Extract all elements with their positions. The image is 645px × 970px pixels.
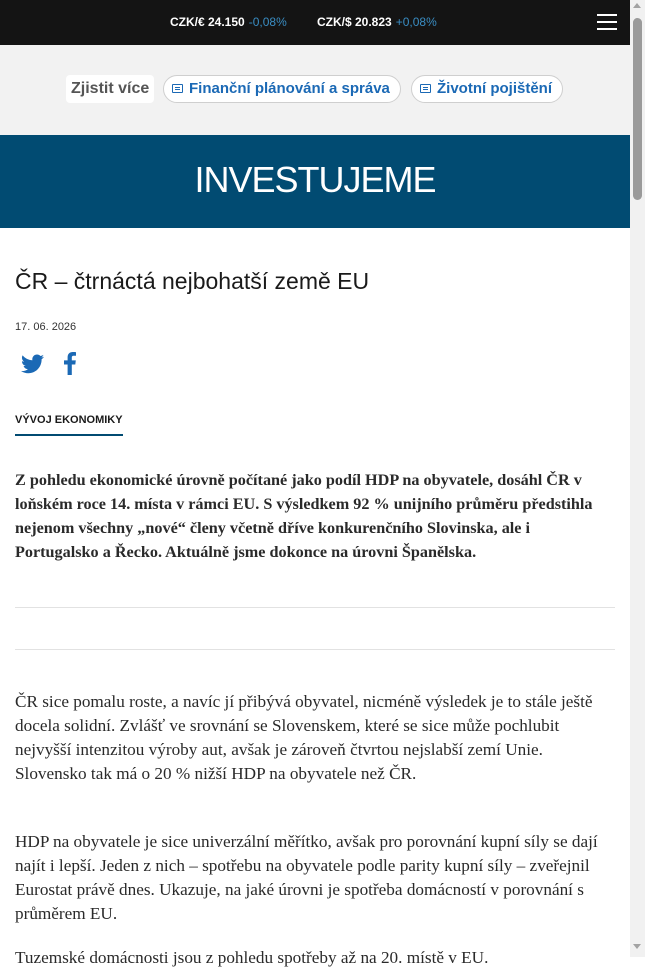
newspaper-icon: [420, 84, 431, 93]
article-category[interactable]: VÝVOJ EKONOMIKY: [15, 414, 123, 436]
article-paragraph: Tuzemské domácnosti jsou z pohledu spotřeby až na 20. místě v EU.: [15, 948, 489, 967]
ticker-eur-rate: CZK/€ 24.150: [170, 15, 245, 29]
article-lead: Z pohledu ekonomické úrovně počítané jako podíl HDP na obyvatele, dosáhl ČR v loňském roce 14. místa v rámci EU. S výsledkem 92 % unijního průměru předstihla nejenom všechny „nové“ členy včetně dříve konkurenčního Slovinska, ale i Portugalsko a Řecko. Aktuálně jsme dokonce na úrovni Španělska.: [15, 471, 593, 561]
ticker-eur-change: -0,08%: [248, 15, 287, 29]
facebook-icon[interactable]: [64, 352, 76, 375]
newspaper-icon: [172, 84, 183, 93]
scrollbar-thumb[interactable]: [633, 18, 642, 200]
brand-banner: [0, 135, 630, 228]
article-title: ČR – čtrnáctá nejbohatší země EU: [15, 268, 370, 294]
article-paragraph: ČR sice pomalu roste, a navíc jí přibývá obyvatel, nicméně výsledek je to stále ještě docela solidní. Zvlášť ve srovnání se Slovenskem, které se sice může pochlubit nejvyšší intenzitou výroby aut, avšak je zároveň čtvrtou nejslabší zemí Unie. Slovensko tak má o 20 % nižší HDP na obyvatele než ČR.: [15, 692, 593, 783]
scroll-down-arrow-icon[interactable]: [633, 944, 641, 949]
article-paragraph: HDP na obyvatele je sice univerzální měřítko, avšak pro porovnání kupní síly se dají najít i lepší. Jeden z nich – spotřebu na obyvatele podle parity kupní síly – zveřejnil Eurostat právě dnes. Ukazuje, na jaké úrovni je spotřeba domácností v porovnání s průměrem EU.: [15, 832, 598, 923]
ticker-eur[interactable]: [170, 15, 287, 29]
topic-financial-planning[interactable]: [163, 75, 401, 103]
ticker-usd[interactable]: [317, 15, 437, 29]
currency-ticker: [0, 0, 630, 45]
scrollbar[interactable]: [630, 0, 645, 957]
divider: [15, 607, 615, 608]
ticker-usd-change: +0,08%: [395, 15, 437, 29]
topic-links: [0, 45, 630, 135]
topic-life-insurance[interactable]: [411, 75, 563, 103]
scroll-up-arrow-icon[interactable]: [633, 3, 641, 8]
divider: [15, 649, 615, 650]
twitter-icon[interactable]: [21, 353, 44, 375]
topic-label: Finanční plánování a správa: [189, 80, 390, 97]
hamburger-menu-icon[interactable]: [597, 13, 617, 31]
learn-more-label: Zjistit více: [66, 75, 154, 103]
topic-label: Životní pojištění: [437, 80, 552, 97]
ticker-usd-rate: CZK/$ 20.823: [317, 15, 392, 29]
article-date: 17. 06. 2026: [15, 321, 77, 333]
brand-logo[interactable]: INVESTUJEME: [194, 159, 436, 200]
